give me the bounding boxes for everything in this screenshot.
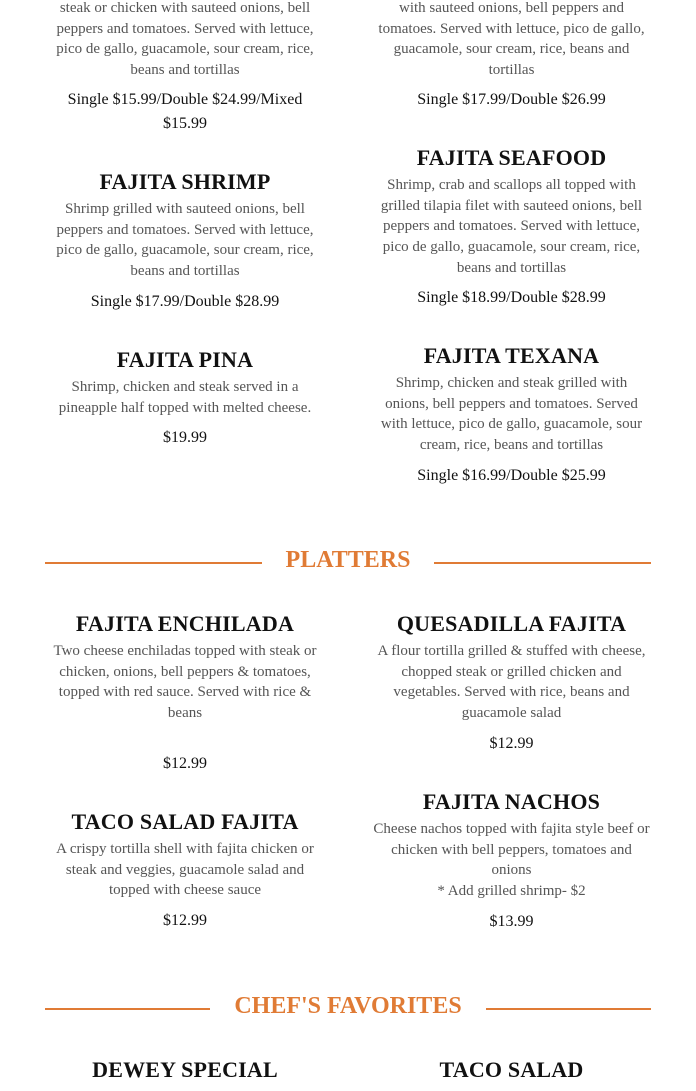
menu-item-description: Two cheese enchiladas topped with steak or chicken, onions, bell peppers & tomatoes, topped with red sauce. Served with rice & beans bbox=[53, 643, 317, 722]
menu-item-price: $19.99 bbox=[163, 429, 207, 446]
menu-item-description: steak or chicken with sauteed onions, bell peppers and tomatoes. Served with lettuce, pico de gallo, guacamole, sour cream, rice, beans and tortillas bbox=[56, 0, 314, 79]
section-divider-left bbox=[45, 562, 262, 564]
menu-item-price: Single $18.99/Double $28.99 bbox=[417, 289, 606, 306]
menu-item-description: Shrimp grilled with sauteed onions, bell peppers and tomatoes. Served with lettuce, pico de gallo, guacamole, sour cream, rice, beans and tortillas bbox=[56, 201, 314, 280]
menu-item-title: QUESADILLA FAJITA bbox=[396, 611, 627, 636]
menu-item-price: Single $17.99/Double $28.99 bbox=[90, 293, 280, 310]
menu-item-description: Shrimp, chicken and steak grilled with onions, bell peppers and tomatoes. Served with lettuce, pico de gallo, guacamole, sour cream, rice, beans and tortillas bbox=[380, 375, 643, 454]
menu-item-title: FAJITA ENCHILADA bbox=[75, 611, 295, 636]
section-divider-left bbox=[45, 1008, 210, 1010]
section-title-platters: PLATTERS bbox=[285, 547, 411, 573]
menu-item-price: $13.99 bbox=[489, 913, 534, 930]
menu-item-title: FAJITA SEAFOOD bbox=[416, 145, 607, 170]
section-divider-right bbox=[434, 562, 651, 564]
menu-item-description: Shrimp, chicken and steak served in a pineapple half topped with melted cheese. bbox=[58, 379, 312, 416]
menu-item-price: Single $16.99/Double $25.99 bbox=[417, 467, 606, 484]
section-title-chefs-favorites: CHEF'S FAVORITES bbox=[234, 993, 462, 1019]
menu-item-description: A flour tortilla grilled & stuffed with cheese, chopped steak or grilled chicken and vegetables. Served with rice, beans and guacamole salad bbox=[377, 643, 646, 722]
section-divider-right bbox=[486, 1008, 651, 1010]
menu-item-description: Shrimp, crab and scallops all topped with grilled tilapia filet with sauteed onions, bell peppers and tomatoes. Served with lettuce, pico de gallo, guacamole, sour cream, rice, beans and tortillas bbox=[380, 177, 643, 276]
menu-item-price: Single $15.99/Double $24.99/Mixed $15.99 bbox=[67, 91, 303, 132]
menu-item-title: FAJITA TEXANA bbox=[423, 343, 600, 368]
menu-item-title: DEWEY SPECIAL bbox=[92, 1057, 278, 1082]
menu-item-price: $12.99 bbox=[163, 755, 207, 772]
menu-item-price: Single $17.99/Double $26.99 bbox=[417, 91, 606, 108]
menu-item-title: FAJITA PINA bbox=[116, 347, 254, 372]
menu-item-title: FAJITA SHRIMP bbox=[99, 169, 271, 194]
menu-item-description: A crispy tortilla shell with fajita chicken or steak and veggies, guacamole salad and topped with cheese sauce bbox=[56, 841, 314, 899]
menu-item-title: FAJITA NACHOS bbox=[422, 789, 601, 814]
menu-item-description: Cheese nachos topped with fajita style beef or chicken with bell peppers, tomatoes and onions * Add grilled shrimp- $2 bbox=[373, 821, 650, 900]
menu-item-title: TACO SALAD FAJITA bbox=[71, 809, 299, 834]
menu-item-title: TACO SALAD bbox=[439, 1057, 584, 1082]
menu-item-description: with sauteed onions, bell peppers and tomatoes. Served with lettuce, pico de gallo, guacamole, sour cream, rice, beans and tortillas bbox=[378, 0, 645, 79]
menu-item-price: $12.99 bbox=[163, 912, 207, 929]
menu-item-price: $12.99 bbox=[489, 735, 534, 752]
